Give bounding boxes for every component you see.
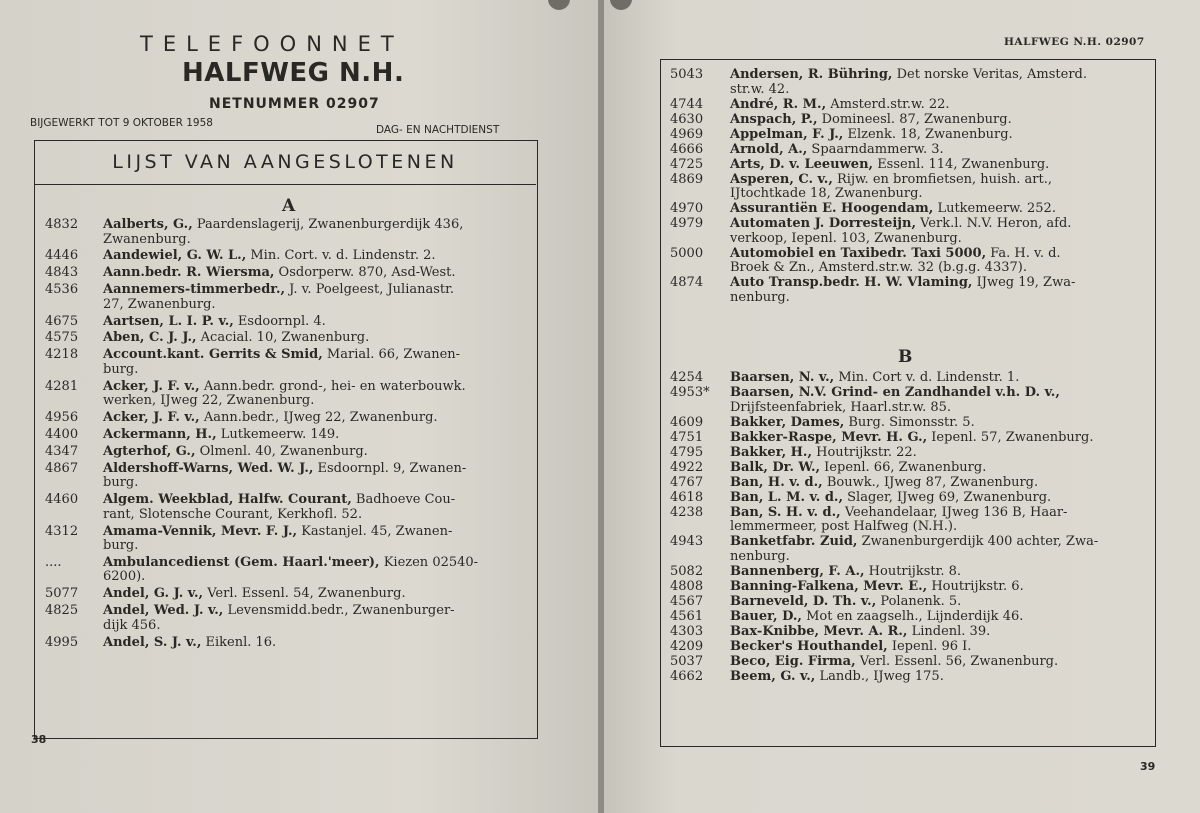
section-letter-b: B (898, 347, 913, 367)
entry-text (103, 380, 523, 409)
subscriber-address-continued: Drijfsteenfabriek, Haarl.str.w. 85. (730, 399, 952, 415)
subscriber-name: Beem, G. v., (730, 668, 816, 684)
subscriber-name: Baarsen, N. v., (730, 370, 835, 385)
subscriber-address-continued: nenburg. (730, 548, 790, 564)
subscriber-name: Bannenberg, F. A., (730, 563, 865, 579)
subscriber-name: Acker, J. F. v., (103, 378, 200, 394)
subscriber-name: Bauer, D., (730, 608, 802, 624)
subscriber-name: Barneveld, D. Th. v., (730, 593, 877, 609)
subscriber-name: Aartsen, L. I. P. v., (103, 313, 234, 329)
subscriber-name: Banning-Falkena, Mevr. E., (730, 578, 928, 594)
subscriber-address: Aann.bedr., IJweg 22, Zwanenburg. (203, 410, 438, 426)
list-item (45, 556, 523, 585)
subscriber-name: Anspach, P., (730, 111, 818, 127)
phone-number: 5082 (670, 563, 704, 579)
subscriber-address: Paardenslagerij, Zwanenburgerdijk 436, (196, 217, 464, 232)
subscriber-list-a-cont (670, 68, 1144, 306)
list-item (670, 202, 1144, 217)
entry-text (730, 535, 1144, 564)
phone-number: 4867 (45, 460, 79, 476)
subscriber-address: Elzenk. 18, Zwanenburg. (847, 126, 1013, 142)
subscriber-address: Aann.bedr. grond-, hei- en waterbouwk. (203, 378, 466, 394)
subscriber-address: Rijw. en bromfietsen, huish. art., (837, 171, 1052, 187)
subscriber-name: Baarsen, N.V. Grind- en Zandhandel v.h. D. v., (730, 385, 1060, 400)
list-item (45, 493, 523, 522)
list-item (45, 380, 523, 409)
list-item (670, 158, 1144, 173)
area-code: NETNUMMER 02907 (209, 96, 380, 112)
phone-number: 4666 (670, 141, 704, 157)
list-item (670, 113, 1144, 128)
entry-text (730, 128, 1144, 143)
phone-number: 4995 (45, 634, 79, 650)
subscriber-name: Account.kant. Gerrits & Smid, (103, 347, 323, 363)
list-item (670, 625, 1144, 640)
entry-text (103, 315, 523, 330)
phone-number: 4843 (45, 265, 79, 281)
list-item (670, 461, 1144, 476)
phone-number: 4751 (670, 429, 704, 445)
subscriber-address: Acacial. 10, Zwanenburg. (200, 330, 370, 346)
subscriber-address: Badhoeve Cou- (355, 492, 456, 508)
subscriber-name: Amama-Vennik, Mevr. F. J., (103, 523, 298, 539)
phone-number: 4618 (670, 489, 704, 505)
subscriber-address: Houtrijkstr. 22. (816, 444, 917, 460)
phone-number: 4943 (670, 534, 704, 549)
phone-number: 4609 (670, 414, 704, 430)
subscriber-name: Acker, J. F. v., (103, 410, 200, 426)
list-item (670, 68, 1144, 97)
subscriber-address: Kiezen 02540- (383, 554, 479, 570)
entry-text (103, 249, 523, 264)
phone-number: 4561 (670, 608, 704, 624)
subscriber-address: Iepenl. 66, Zwanenburg. (824, 459, 987, 475)
entry-text (730, 276, 1144, 305)
phone-number: 4400 (45, 427, 79, 443)
subscriber-name: Balk, Dr. W., (730, 459, 821, 475)
binding-hole (610, 0, 632, 10)
entry-text (103, 283, 523, 312)
phone-number: 5000 (670, 245, 704, 261)
subscriber-address-continued: burg. (103, 538, 139, 554)
entry-text (103, 348, 523, 377)
list-item (45, 587, 523, 602)
list-item (670, 535, 1144, 564)
list-item (45, 315, 523, 330)
subscriber-name: Banketfabr. Zuid, (730, 534, 858, 549)
entry-text (730, 113, 1144, 128)
subscriber-name: Assurantiën E. Hoogendam, (730, 201, 934, 216)
subscriber-address: Polanenk. 5. (880, 593, 962, 609)
subscriber-address-continued: IJtochtkade 18, Zwanenburg. (730, 186, 923, 201)
list-item (45, 266, 523, 281)
subscriber-address-continued: werken, IJweg 22, Zwanenburg. (103, 393, 315, 409)
subscriber-name: Auto Transp.bedr. H. W. Vlaming, (730, 275, 973, 290)
entry-text (103, 604, 523, 633)
phone-number: 4662 (670, 668, 704, 684)
phone-number: 4675 (45, 313, 79, 329)
list-item (670, 640, 1144, 655)
list-item (45, 283, 523, 312)
list-item (670, 128, 1144, 143)
list-item (45, 428, 523, 443)
list-item (45, 411, 523, 426)
phone-number: 4209 (670, 638, 704, 654)
phone-number: 4832 (45, 217, 79, 232)
subscriber-address-continued: nenburg. (730, 289, 790, 305)
list-item (45, 218, 523, 247)
subscriber-address-continued: Broek & Zn., Amsterd.str.w. 32 (b.g.g. 4337). (730, 260, 1027, 275)
phone-number: 4446 (45, 248, 79, 264)
place-name: HALFWEG N.H. (182, 58, 405, 88)
phone-number: 4795 (670, 444, 704, 460)
subscriber-address-continued: dijk 456. (103, 617, 161, 633)
phone-number: 4254 (670, 370, 704, 385)
entry-text (730, 68, 1144, 97)
subscriber-name: Arts, D. v. Leeuwen, (730, 156, 874, 172)
entry-text (730, 173, 1144, 202)
phone-number: 4956 (45, 410, 79, 426)
entry-text (730, 625, 1144, 640)
subscriber-name: André, R. M., (730, 96, 827, 112)
list-item (45, 249, 523, 264)
entry-text (730, 580, 1144, 595)
subscriber-address: Olmenl. 40, Zwanenburg. (199, 443, 368, 459)
subscriber-address-continued: Zwanenburg. (103, 231, 191, 247)
subscriber-name: Aldershoff-Warns, Wed. W. J., (103, 460, 314, 476)
phone-number: 4744 (670, 96, 704, 112)
subscriber-name: Ambulancedienst (Gem. Haarl.'meer), (103, 554, 380, 570)
entry-text (103, 556, 523, 585)
subscriber-address-continued: burg. (103, 475, 139, 491)
entry-text (730, 98, 1144, 113)
list-item (45, 348, 523, 377)
subscriber-name: Aann.bedr. R. Wiersma, (103, 265, 275, 281)
entry-text (730, 247, 1144, 276)
entry-text (103, 218, 523, 247)
subscriber-address: Bouwk., IJweg 87, Zwanenburg. (826, 474, 1039, 490)
phone-number: 4567 (670, 593, 704, 609)
entry-text (730, 158, 1144, 173)
subscriber-address: Kastanjel. 45, Zwanen- (301, 523, 453, 539)
list-item (45, 462, 523, 491)
list-item (670, 416, 1144, 431)
list-item (670, 446, 1144, 461)
phone-number: 4808 (670, 578, 704, 594)
subscriber-address-continued: burg. (103, 361, 139, 377)
entry-text (730, 640, 1144, 655)
subscriber-address: Fa. H. v. d. (990, 245, 1061, 261)
phone-number: 4953* (670, 385, 710, 400)
entry-text (103, 587, 523, 602)
entry-text (730, 476, 1144, 491)
subscriber-address: Domineesl. 87, Zwanenburg. (821, 111, 1012, 127)
list-item (670, 565, 1144, 580)
subscriber-name: Asperen, C. v., (730, 171, 833, 187)
subscriber-name: Bax-Knibbe, Mevr. A. R., (730, 623, 908, 639)
list-item (670, 431, 1144, 446)
list-item (670, 143, 1144, 158)
list-item (670, 173, 1144, 202)
subscriber-address: Amsterd.str.w. 22. (830, 96, 950, 112)
entry-text (730, 202, 1144, 217)
phone-number: 5037 (670, 653, 704, 669)
subscriber-address: Lutkemeerw. 149. (220, 427, 340, 443)
subscriber-address-continued: lemmermeer, post Halfweg (N.H.). (730, 519, 958, 534)
subscriber-address: Lindenl. 39. (911, 623, 991, 639)
phone-number: 4825 (45, 603, 79, 619)
list-item (670, 670, 1144, 685)
subscriber-name: Bakker, Dames, (730, 414, 845, 430)
subscriber-address: Iepenl. 57, Zwanenburg. (931, 429, 1094, 445)
phone-number: 4970 (670, 201, 704, 216)
subscriber-address-continued: 6200). (103, 569, 146, 585)
subscriber-name: Aben, C. J. J., (103, 330, 197, 346)
list-title: LIJST VAN AANGESLOTENEN (34, 140, 536, 185)
list-item (670, 580, 1144, 595)
list-item (670, 655, 1144, 670)
subscriber-address: Zwanenburgerdijk 400 achter, Zwa- (861, 534, 1099, 549)
subscriber-list-a (45, 218, 523, 653)
entry-text (730, 446, 1144, 461)
subscriber-address: Levensmidd.bedr., Zwanenburger- (227, 603, 455, 619)
entry-text (103, 331, 523, 346)
phone-number: 5043 (670, 67, 704, 82)
entry-text (730, 610, 1144, 625)
subscriber-address: Spaarndammerw. 3. (811, 141, 944, 157)
subscriber-address: Veehandelaar, IJweg 136 B, Haar- (844, 504, 1068, 520)
phone-number: 4218 (45, 347, 79, 363)
phone-number: 4536 (45, 282, 79, 298)
subscriber-name: Aalberts, G., (103, 217, 193, 232)
left-page (0, 0, 598, 813)
entry-text (103, 525, 523, 554)
phone-number: 4312 (45, 523, 79, 539)
subscriber-name: Ackermann, H., (103, 427, 217, 443)
subscriber-name: Andel, S. J. v., (103, 634, 202, 650)
list-item (670, 247, 1144, 276)
entry-text (103, 445, 523, 460)
subscriber-list-b (670, 371, 1144, 685)
subscriber-address: Det norske Veritas, Amsterd. (896, 67, 1087, 82)
subscriber-address: Eikenl. 16. (205, 634, 277, 650)
phone-number: 4347 (45, 443, 79, 459)
subscriber-address: Osdorperw. 870, Asd-West. (278, 265, 456, 281)
entry-text (730, 416, 1144, 431)
phone-number: 4869 (670, 171, 704, 187)
subscriber-name: Automaten J. Dorresteijn, (730, 216, 916, 231)
service-note: DAG- EN NACHTDIENST (376, 124, 500, 136)
subscriber-address: Burg. Simonsstr. 5. (848, 414, 975, 430)
entry-text (730, 655, 1144, 670)
subscriber-name: Ban, S. H. v. d., (730, 504, 841, 520)
phone-number: 4460 (45, 492, 79, 508)
entry-text (730, 506, 1144, 535)
subscriber-name: Aandewiel, G. W. L., (103, 248, 247, 264)
entry-text (730, 386, 1144, 415)
list-item (45, 445, 523, 460)
phone-number: 4725 (670, 156, 704, 172)
list-item (670, 610, 1144, 625)
phone-number: 4238 (670, 504, 704, 520)
subscriber-name: Ban, H. v. d., (730, 474, 823, 490)
entry-text (103, 636, 523, 651)
subscriber-address: Iepenl. 96 I. (891, 638, 972, 654)
phone-number: 4922 (670, 459, 704, 475)
subscriber-address-continued: rant, Slotensche Courant, Kerkhofl. 52. (103, 506, 363, 522)
list-item (45, 331, 523, 346)
running-head: HALFWEG N.H. 02907 (1004, 36, 1145, 48)
list-item (45, 525, 523, 554)
entry-text (730, 431, 1144, 446)
subscriber-name: Agterhof, G., (103, 443, 196, 459)
page-number: 38 (31, 733, 47, 746)
phone-number: 4969 (670, 126, 704, 142)
subscriber-name: Automobiel en Taxibedr. Taxi 5000, (730, 245, 987, 261)
entry-text (730, 143, 1144, 158)
subscriber-address: IJweg 19, Zwa- (976, 275, 1076, 290)
list-item (670, 386, 1144, 415)
subscriber-name: Andel, G. J. v., (103, 586, 204, 602)
updated-date: BIJGEWERKT TOT 9 OKTOBER 1958 (30, 117, 213, 129)
subscriber-name: Bakker-Raspe, Mevr. H. G., (730, 429, 928, 445)
list-item (45, 604, 523, 633)
subscriber-address-continued: 27, Zwanenburg. (103, 296, 216, 312)
subscriber-address: Essenl. 114, Zwanenburg. (877, 156, 1050, 172)
directory-title: TELEFOONNET (140, 32, 404, 56)
page-number: 39 (1140, 760, 1156, 773)
subscriber-name: Beco, Eig. Firma, (730, 653, 856, 669)
subscriber-address: Min. Cort v. d. Lindenstr. 1. (838, 370, 1020, 385)
list-item (670, 506, 1144, 535)
subscriber-address: Landb., IJweg 175. (819, 668, 944, 684)
subscriber-address: Esdoornpl. 9, Zwanen- (317, 460, 467, 476)
subscriber-name: Andersen, R. Bühring, (730, 67, 893, 82)
subscriber-name: Appelman, F. J., (730, 126, 844, 142)
subscriber-address: Verl. Essenl. 54, Zwanenburg. (207, 586, 406, 602)
list-item (45, 636, 523, 651)
subscriber-name: Bakker, H., (730, 444, 812, 460)
section-letter-a: A (282, 196, 296, 216)
subscriber-address: Min. Cort. v. d. Lindenstr. 2. (250, 248, 436, 264)
subscriber-address-continued: str.w. 42. (730, 81, 790, 97)
subscriber-address: Marial. 66, Zwanen- (326, 347, 461, 363)
subscriber-name: Algem. Weekblad, Halfw. Courant, (103, 492, 352, 508)
entry-text (103, 462, 523, 491)
subscriber-address: Verk.l. N.V. Heron, afd. (920, 216, 1072, 231)
list-item (670, 217, 1144, 246)
subscriber-address: Houtrijkstr. 6. (931, 578, 1024, 594)
entry-text (730, 371, 1144, 386)
subscriber-name: Ban, L. M. v. d., (730, 489, 843, 505)
subscriber-address: Houtrijkstr. 8. (868, 563, 962, 579)
entry-text (103, 411, 523, 426)
entry-text (103, 428, 523, 443)
subscriber-address: J. v. Poelgeest, Julianastr. (289, 282, 455, 298)
entry-text (730, 217, 1144, 246)
entry-text (730, 670, 1144, 685)
subscriber-address: Lutkemeerw. 252. (937, 201, 1056, 216)
entry-text (730, 565, 1144, 580)
phone-number: 4874 (670, 275, 704, 290)
list-item (670, 98, 1144, 113)
list-item (670, 276, 1144, 305)
subscriber-name: Becker's Houthandel, (730, 638, 888, 654)
subscriber-name: Aannemers-timmerbedr., (103, 282, 286, 298)
subscriber-address: Mot en zaagselh., Lijnderdijk 46. (806, 608, 1024, 624)
phone-number: 4575 (45, 330, 79, 346)
subscriber-address-continued: verkoop, Iepenl. 103, Zwanenburg. (730, 230, 962, 246)
list-item (670, 595, 1144, 610)
subscriber-name: Andel, Wed. J. v., (103, 603, 224, 619)
subscriber-address: Slager, IJweg 69, Zwanenburg. (847, 489, 1052, 505)
subscriber-name: Arnold, A., (730, 141, 808, 157)
entry-text (730, 595, 1144, 610)
phone-number: 4303 (670, 623, 704, 639)
phone-number: 4767 (670, 474, 704, 490)
list-item (670, 371, 1144, 386)
entry-text (730, 491, 1144, 506)
phone-number: 4979 (670, 216, 704, 231)
list-item (670, 491, 1144, 506)
binding-hole (548, 0, 570, 10)
phone-number: 5077 (45, 586, 79, 602)
subscriber-address: Esdoornpl. 4. (237, 313, 326, 329)
phone-number: .... (45, 554, 62, 570)
entry-text (103, 266, 523, 281)
entry-text (730, 461, 1144, 476)
list-item (670, 476, 1144, 491)
entry-text (103, 493, 523, 522)
subscriber-address: Verl. Essenl. 56, Zwanenburg. (859, 653, 1059, 669)
phone-number: 4281 (45, 378, 79, 394)
phone-number: 4630 (670, 111, 704, 127)
